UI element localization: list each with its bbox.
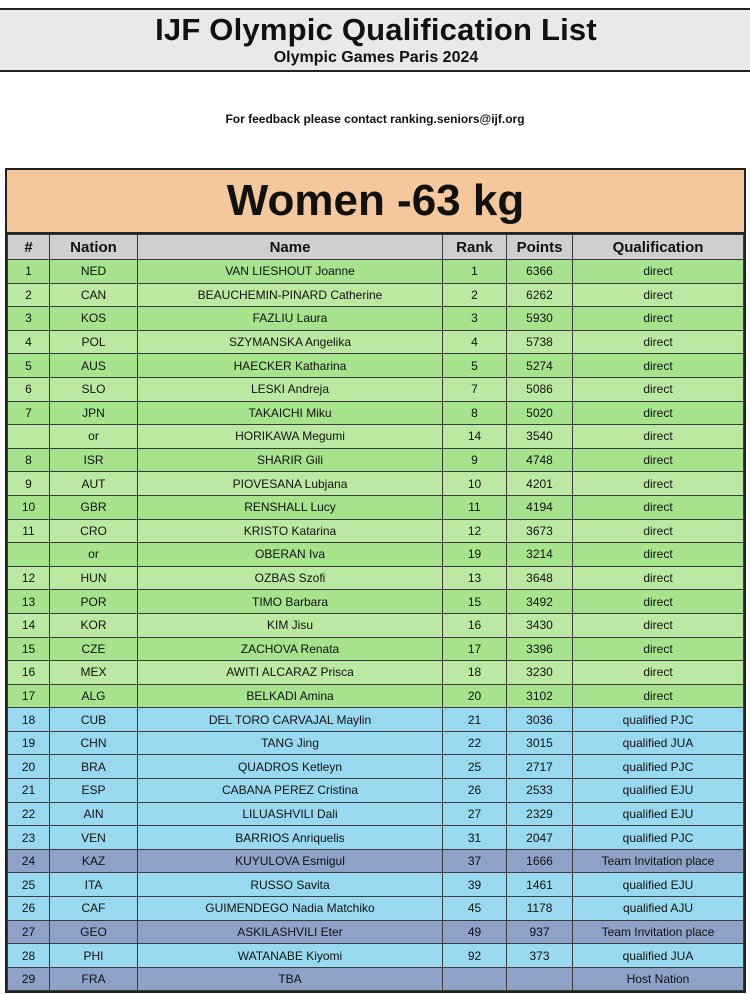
cell-rank: 19 (443, 543, 507, 567)
cell-qualification: direct (573, 377, 744, 401)
table-row (8, 354, 744, 378)
cell-nation: HUN (50, 566, 138, 590)
cell-points: 3015 (507, 731, 573, 755)
cell-nation: PHI (50, 944, 138, 968)
cell-number: 23 (8, 826, 50, 850)
cell-rank: 21 (443, 708, 507, 732)
cell-points: 3648 (507, 566, 573, 590)
cell-athlete-name: KUYULOVA Esmigul (138, 849, 443, 873)
cell-points: 5274 (507, 354, 573, 378)
cell-number: 5 (8, 354, 50, 378)
cell-number: 21 (8, 779, 50, 803)
cell-points: 3214 (507, 543, 573, 567)
cell-rank: 8 (443, 401, 507, 425)
cell-points: 6262 (507, 283, 573, 307)
cell-nation: CAF (50, 897, 138, 921)
cell-number: 13 (8, 590, 50, 614)
table-row (8, 661, 744, 685)
cell-nation: CRO (50, 519, 138, 543)
cell-points: 373 (507, 944, 573, 968)
page-subtitle: Olympic Games Paris 2024 (273, 49, 479, 66)
cell-number: 19 (8, 731, 50, 755)
cell-rank: 7 (443, 377, 507, 401)
cell-qualification: direct (573, 260, 744, 284)
column-header-name: Name (138, 235, 443, 260)
cell-points: 3102 (507, 684, 573, 708)
cell-qualification: direct (573, 637, 744, 661)
cell-rank: 49 (443, 920, 507, 944)
cell-number: 26 (8, 897, 50, 921)
cell-nation: VEN (50, 826, 138, 850)
page-title: IJF Olympic Qualification List (155, 12, 597, 47)
cell-nation: ESP (50, 779, 138, 803)
table-row (8, 920, 744, 944)
cell-nation: CZE (50, 637, 138, 661)
table-row (8, 897, 744, 921)
cell-number (8, 543, 50, 567)
column-header-points: Points (507, 235, 573, 260)
cell-athlete-name: OZBAS Szofi (138, 566, 443, 590)
cell-nation: NED (50, 260, 138, 284)
column-header-number: # (8, 235, 50, 260)
cell-nation: ALG (50, 684, 138, 708)
cell-rank: 20 (443, 684, 507, 708)
cell-number: 22 (8, 802, 50, 826)
qualification-table (7, 234, 744, 991)
feedback-note: For feedback please contact ranking.seniors@ijf.org (225, 112, 525, 126)
cell-points: 1178 (507, 897, 573, 921)
cell-athlete-name: KIM Jisu (138, 613, 443, 637)
cell-qualification: direct (573, 472, 744, 496)
cell-qualification: direct (573, 283, 744, 307)
cell-athlete-name: GUIMENDEGO Nadia Matchiko (138, 897, 443, 921)
cell-points: 937 (507, 920, 573, 944)
cell-nation: or (50, 425, 138, 449)
cell-points: 1461 (507, 873, 573, 897)
cell-rank: 14 (443, 425, 507, 449)
cell-number: 4 (8, 330, 50, 354)
cell-athlete-name: LILUASHVILI Dali (138, 802, 443, 826)
table-row (8, 684, 744, 708)
cell-nation: or (50, 543, 138, 567)
cell-rank: 5 (443, 354, 507, 378)
cell-points: 2047 (507, 826, 573, 850)
cell-nation: KOR (50, 613, 138, 637)
cell-athlete-name: ZACHOVA Renata (138, 637, 443, 661)
cell-rank: 26 (443, 779, 507, 803)
cell-points: 5020 (507, 401, 573, 425)
cell-qualification: qualified PJC (573, 755, 744, 779)
cell-qualification: Host Nation (573, 967, 744, 991)
cell-qualification: qualified EJU (573, 802, 744, 826)
cell-points: 3673 (507, 519, 573, 543)
cell-rank: 12 (443, 519, 507, 543)
cell-number: 28 (8, 944, 50, 968)
table-row (8, 802, 744, 826)
cell-athlete-name: ASKILASHVILI Eter (138, 920, 443, 944)
cell-rank: 4 (443, 330, 507, 354)
cell-athlete-name: TIMO Barbara (138, 590, 443, 614)
qualification-table-container (5, 168, 746, 993)
cell-points: 2329 (507, 802, 573, 826)
cell-nation: FRA (50, 967, 138, 991)
cell-athlete-name: DEL TORO CARVAJAL Maylin (138, 708, 443, 732)
table-row (8, 377, 744, 401)
cell-points: 2533 (507, 779, 573, 803)
cell-number: 15 (8, 637, 50, 661)
cell-nation: CHN (50, 731, 138, 755)
table-row (8, 495, 744, 519)
cell-qualification: direct (573, 543, 744, 567)
cell-points: 4194 (507, 495, 573, 519)
cell-nation: GBR (50, 495, 138, 519)
cell-nation: KAZ (50, 849, 138, 873)
table-row (8, 566, 744, 590)
table-row (8, 330, 744, 354)
weight-category-title: Women -63 kg (7, 170, 744, 234)
cell-rank: 37 (443, 849, 507, 873)
cell-points: 5930 (507, 307, 573, 331)
cell-athlete-name: BARRIOS Anriquelis (138, 826, 443, 850)
cell-number: 25 (8, 873, 50, 897)
cell-qualification: qualified PJC (573, 708, 744, 732)
table-row (8, 590, 744, 614)
cell-athlete-name: OBERAN Iva (138, 543, 443, 567)
cell-points: 3036 (507, 708, 573, 732)
table-row (8, 731, 744, 755)
cell-athlete-name: RENSHALL Lucy (138, 495, 443, 519)
cell-nation: JPN (50, 401, 138, 425)
cell-points: 3396 (507, 637, 573, 661)
cell-qualification: direct (573, 354, 744, 378)
cell-nation: MEX (50, 661, 138, 685)
cell-qualification: direct (573, 684, 744, 708)
cell-points: 5086 (507, 377, 573, 401)
cell-nation: AUS (50, 354, 138, 378)
cell-nation: BRA (50, 755, 138, 779)
cell-qualification: direct (573, 613, 744, 637)
cell-nation: POR (50, 590, 138, 614)
cell-rank: 10 (443, 472, 507, 496)
cell-athlete-name: WATANABE Kiyomi (138, 944, 443, 968)
cell-athlete-name: FAZLIU Laura (138, 307, 443, 331)
table-row (8, 849, 744, 873)
cell-qualification: direct (573, 519, 744, 543)
table-row (8, 283, 744, 307)
cell-athlete-name: TAKAICHI Miku (138, 401, 443, 425)
cell-rank: 3 (443, 307, 507, 331)
cell-rank: 17 (443, 637, 507, 661)
cell-number: 1 (8, 260, 50, 284)
cell-rank: 45 (443, 897, 507, 921)
cell-points: 3430 (507, 613, 573, 637)
table-row (8, 519, 744, 543)
cell-qualification: direct (573, 425, 744, 449)
table-row (8, 307, 744, 331)
table-row (8, 826, 744, 850)
cell-number: 20 (8, 755, 50, 779)
cell-athlete-name: KRISTO Katarina (138, 519, 443, 543)
cell-rank: 27 (443, 802, 507, 826)
cell-nation: SLO (50, 377, 138, 401)
cell-rank: 25 (443, 755, 507, 779)
cell-nation: AUT (50, 472, 138, 496)
cell-athlete-name: TANG Jing (138, 731, 443, 755)
cell-number: 12 (8, 566, 50, 590)
table-row (8, 448, 744, 472)
cell-rank: 18 (443, 661, 507, 685)
table-row (8, 613, 744, 637)
cell-number: 16 (8, 661, 50, 685)
cell-points (507, 967, 573, 991)
cell-nation: ISR (50, 448, 138, 472)
cell-points: 1666 (507, 849, 573, 873)
table-row (8, 779, 744, 803)
cell-rank: 1 (443, 260, 507, 284)
cell-nation: POL (50, 330, 138, 354)
cell-athlete-name: BELKADI Amina (138, 684, 443, 708)
cell-athlete-name: SZYMANSKA Angelika (138, 330, 443, 354)
cell-number: 3 (8, 307, 50, 331)
column-header-rank: Rank (443, 235, 507, 260)
cell-rank: 16 (443, 613, 507, 637)
cell-rank: 9 (443, 448, 507, 472)
cell-nation: KOS (50, 307, 138, 331)
cell-rank: 13 (443, 566, 507, 590)
table-row (8, 401, 744, 425)
cell-number: 9 (8, 472, 50, 496)
cell-number: 10 (8, 495, 50, 519)
cell-athlete-name: VAN LIESHOUT Joanne (138, 260, 443, 284)
cell-nation: ITA (50, 873, 138, 897)
column-header-qualification: Qualification (573, 235, 744, 260)
cell-number: 29 (8, 967, 50, 991)
cell-points: 3540 (507, 425, 573, 449)
cell-qualification: qualified JUA (573, 944, 744, 968)
cell-number (8, 425, 50, 449)
cell-athlete-name: HAECKER Katharina (138, 354, 443, 378)
cell-qualification: direct (573, 330, 744, 354)
cell-number: 17 (8, 684, 50, 708)
cell-rank: 15 (443, 590, 507, 614)
cell-number: 8 (8, 448, 50, 472)
cell-qualification: qualified JUA (573, 731, 744, 755)
table-row (8, 944, 744, 968)
cell-number: 2 (8, 283, 50, 307)
cell-athlete-name: CABANA PEREZ Cristina (138, 779, 443, 803)
cell-rank: 31 (443, 826, 507, 850)
cell-points: 2717 (507, 755, 573, 779)
cell-qualification: direct (573, 495, 744, 519)
cell-athlete-name: LESKI Andreja (138, 377, 443, 401)
cell-number: 6 (8, 377, 50, 401)
cell-qualification: direct (573, 566, 744, 590)
table-row (8, 873, 744, 897)
cell-number: 11 (8, 519, 50, 543)
table-row (8, 755, 744, 779)
cell-number: 24 (8, 849, 50, 873)
cell-rank: 92 (443, 944, 507, 968)
cell-number: 14 (8, 613, 50, 637)
cell-athlete-name: RUSSO Savita (138, 873, 443, 897)
cell-rank: 22 (443, 731, 507, 755)
cell-athlete-name: AWITI ALCARAZ Prisca (138, 661, 443, 685)
cell-qualification: qualified EJU (573, 873, 744, 897)
page-header (0, 8, 750, 72)
table-row (8, 472, 744, 496)
cell-athlete-name: BEAUCHEMIN-PINARD Catherine (138, 283, 443, 307)
cell-points: 4201 (507, 472, 573, 496)
cell-athlete-name: QUADROS Ketleyn (138, 755, 443, 779)
cell-qualification: Team Invitation place (573, 920, 744, 944)
cell-nation: AIN (50, 802, 138, 826)
cell-number: 27 (8, 920, 50, 944)
cell-nation: CUB (50, 708, 138, 732)
cell-rank: 11 (443, 495, 507, 519)
cell-qualification: qualified PJC (573, 826, 744, 850)
table-row (8, 260, 744, 284)
table-header-row (8, 235, 744, 260)
cell-athlete-name: SHARIR Gili (138, 448, 443, 472)
cell-qualification: direct (573, 661, 744, 685)
column-header-nation: Nation (50, 235, 138, 260)
cell-athlete-name: HORIKAWA Megumi (138, 425, 443, 449)
cell-rank: 2 (443, 283, 507, 307)
cell-points: 5738 (507, 330, 573, 354)
cell-points: 4748 (507, 448, 573, 472)
cell-rank: 39 (443, 873, 507, 897)
cell-qualification: direct (573, 448, 744, 472)
cell-qualification: direct (573, 401, 744, 425)
cell-points: 6366 (507, 260, 573, 284)
cell-points: 3492 (507, 590, 573, 614)
table-row (8, 967, 744, 991)
cell-qualification: direct (573, 307, 744, 331)
cell-qualification: qualified EJU (573, 779, 744, 803)
cell-nation: GEO (50, 920, 138, 944)
cell-qualification: qualified AJU (573, 897, 744, 921)
table-row (8, 543, 744, 567)
table-row (8, 425, 744, 449)
cell-qualification: Team Invitation place (573, 849, 744, 873)
cell-points: 3230 (507, 661, 573, 685)
cell-athlete-name: TBA (138, 967, 443, 991)
cell-qualification: direct (573, 590, 744, 614)
cell-nation: CAN (50, 283, 138, 307)
table-body (8, 260, 744, 991)
cell-athlete-name: PIOVESANA Lubjana (138, 472, 443, 496)
cell-number: 7 (8, 401, 50, 425)
table-row (8, 637, 744, 661)
cell-number: 18 (8, 708, 50, 732)
table-row (8, 708, 744, 732)
cell-rank (443, 967, 507, 991)
